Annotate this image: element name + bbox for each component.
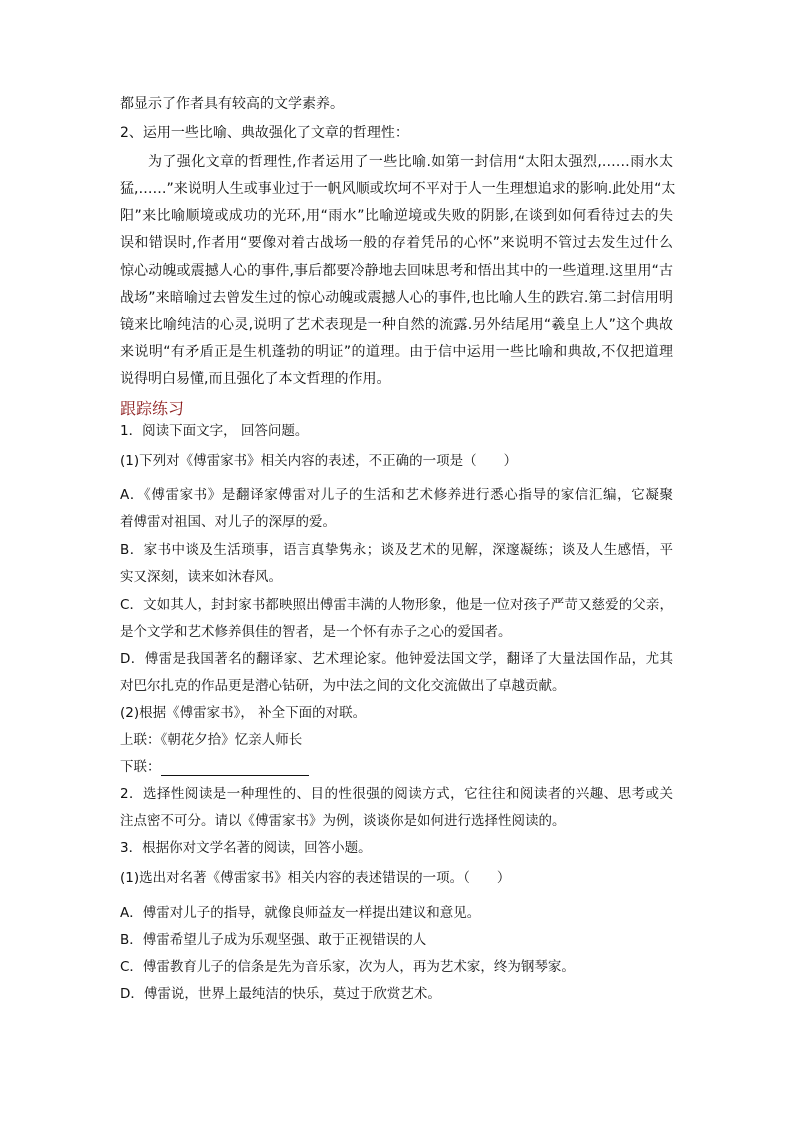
- option-c: C．傅雷教育儿子的信条是先为音乐家，次为人，再为艺术家，终为钢琴家。: [120, 959, 575, 975]
- question-1-sub2: (2)根据《傅雷家书》， 补全下面的对联。: [120, 705, 367, 721]
- question-2-line: 注点密不可分。请以《傅雷家书》为例，谈谈你是如何进行选择性阅读的。: [120, 813, 566, 829]
- text-line: 惊心动魄或震撼人心的事件,事后都要冷静地去回味思考和悟出其中的一些道理.这里用“古: [120, 263, 673, 279]
- text-line: 都显示了作者具有较高的文学素养。: [120, 96, 344, 112]
- option-a-line: A．《傅雷家书》是翻译家傅雷对儿子的生活和艺术修养进行悉心指导的家信汇编，它凝聚: [120, 487, 673, 503]
- option-d: D．傅雷说，世界上最纯洁的快乐，莫过于欣赏艺术。: [120, 986, 441, 1002]
- question-3-stem: 3．根据你对文学名著的阅读，回答小题。: [120, 840, 372, 856]
- option-c-line: C．文如其人，封封家书都映照出傅雷丰满的人物形象，他是一位对孩子严苛又慈爱的父亲，: [120, 597, 673, 613]
- question-1-stem: 1．阅读下面文字， 回答问题。: [120, 423, 309, 439]
- couplet-lower-label: 下联：: [120, 759, 161, 775]
- option-d-line: 对巴尔扎克的作品更是潜心钻研，为中法之间的文化交流做出了卓越贡献。: [120, 678, 566, 694]
- couplet-lower-row: [120, 758, 309, 776]
- text-line: 镜来比喻纯洁的心灵,说明了艺术表现是一种自然的流露.另外结尾用“羲皇上人”这个典故: [120, 317, 673, 333]
- question-1-sub1: (1)下列对《傅雷家书》相关内容的表述，不正确的一项是（ ）: [120, 453, 518, 469]
- text-line: 误和错误时,作者用“要像对着古战场一般的存着凭吊的心怀”来说明不管过去发生过什么: [120, 235, 673, 251]
- couplet-upper: 上联：《朝花夕拾》忆亲人师长: [120, 732, 303, 748]
- question-3-sub1: (1)选出对名著《傅雷家书》相关内容的表述错误的一项。（ ）: [120, 870, 511, 886]
- question-2-line: 2．选择性阅读是一种理性的、目的性很强的阅读方式，它往往和阅读者的兴趣、思考或关: [120, 786, 673, 802]
- answer-blank[interactable]: [161, 761, 309, 776]
- option-c-line: 是个文学和艺术修养俱佳的智者，是一个怀有赤子之心的爱国者。: [120, 624, 512, 640]
- text-line: 阳”来比喻顺境或成功的光环,用“雨水”比喻逆境或失败的阴影,在谈到如何看待过去的失: [120, 208, 673, 224]
- text-line: 为了强化文章的哲理性,作者运用了一些比喻.如第一封信用“太阳太强烈,……雨水太: [148, 154, 673, 170]
- option-a-line: 着傅雷对祖国、对儿子的深厚的爱。: [120, 514, 336, 530]
- option-b-line: 实又深刻，读来如沐春风。: [120, 569, 282, 585]
- section-title: 跟踪练习: [120, 399, 185, 418]
- option-d-line: D．傅雷是我国著名的翻译家、艺术理论家。他钟爱法国文学，翻译了大量法国作品，尤其: [120, 651, 673, 667]
- option-a: A．傅雷对儿子的指导，就像良师益友一样提出建议和意见。: [120, 905, 481, 921]
- option-b-line: B．家书中谈及生活琐事，语言真挚隽永；谈及艺术的见解，深邃凝练；谈及人生感悟，平: [120, 542, 673, 558]
- text-line: 战场”来暗喻过去曾发生过的惊心动魄或震撼人心的事件,也比喻人生的跌宕.第二封信用明: [120, 290, 673, 306]
- text-line: 说得明白易懂,而且强化了本文哲理的作用。: [120, 371, 391, 387]
- text-line: 2、运用一些比喻、典故强化了文章的哲理性：: [120, 125, 409, 141]
- text-line: 猛,……”来说明人生或事业过于一帆风顺或坎坷不平对于人一生理想追求的影响.此处用“太: [120, 181, 676, 197]
- text-line: 来说明“有矛盾正是生机蓬勃的明证”的道理。由于信中运用一些比喻和典故,不仅把道理: [120, 344, 673, 360]
- option-b: B．傅雷希望儿子成为乐观坚强、敢于正视错误的人: [120, 932, 427, 948]
